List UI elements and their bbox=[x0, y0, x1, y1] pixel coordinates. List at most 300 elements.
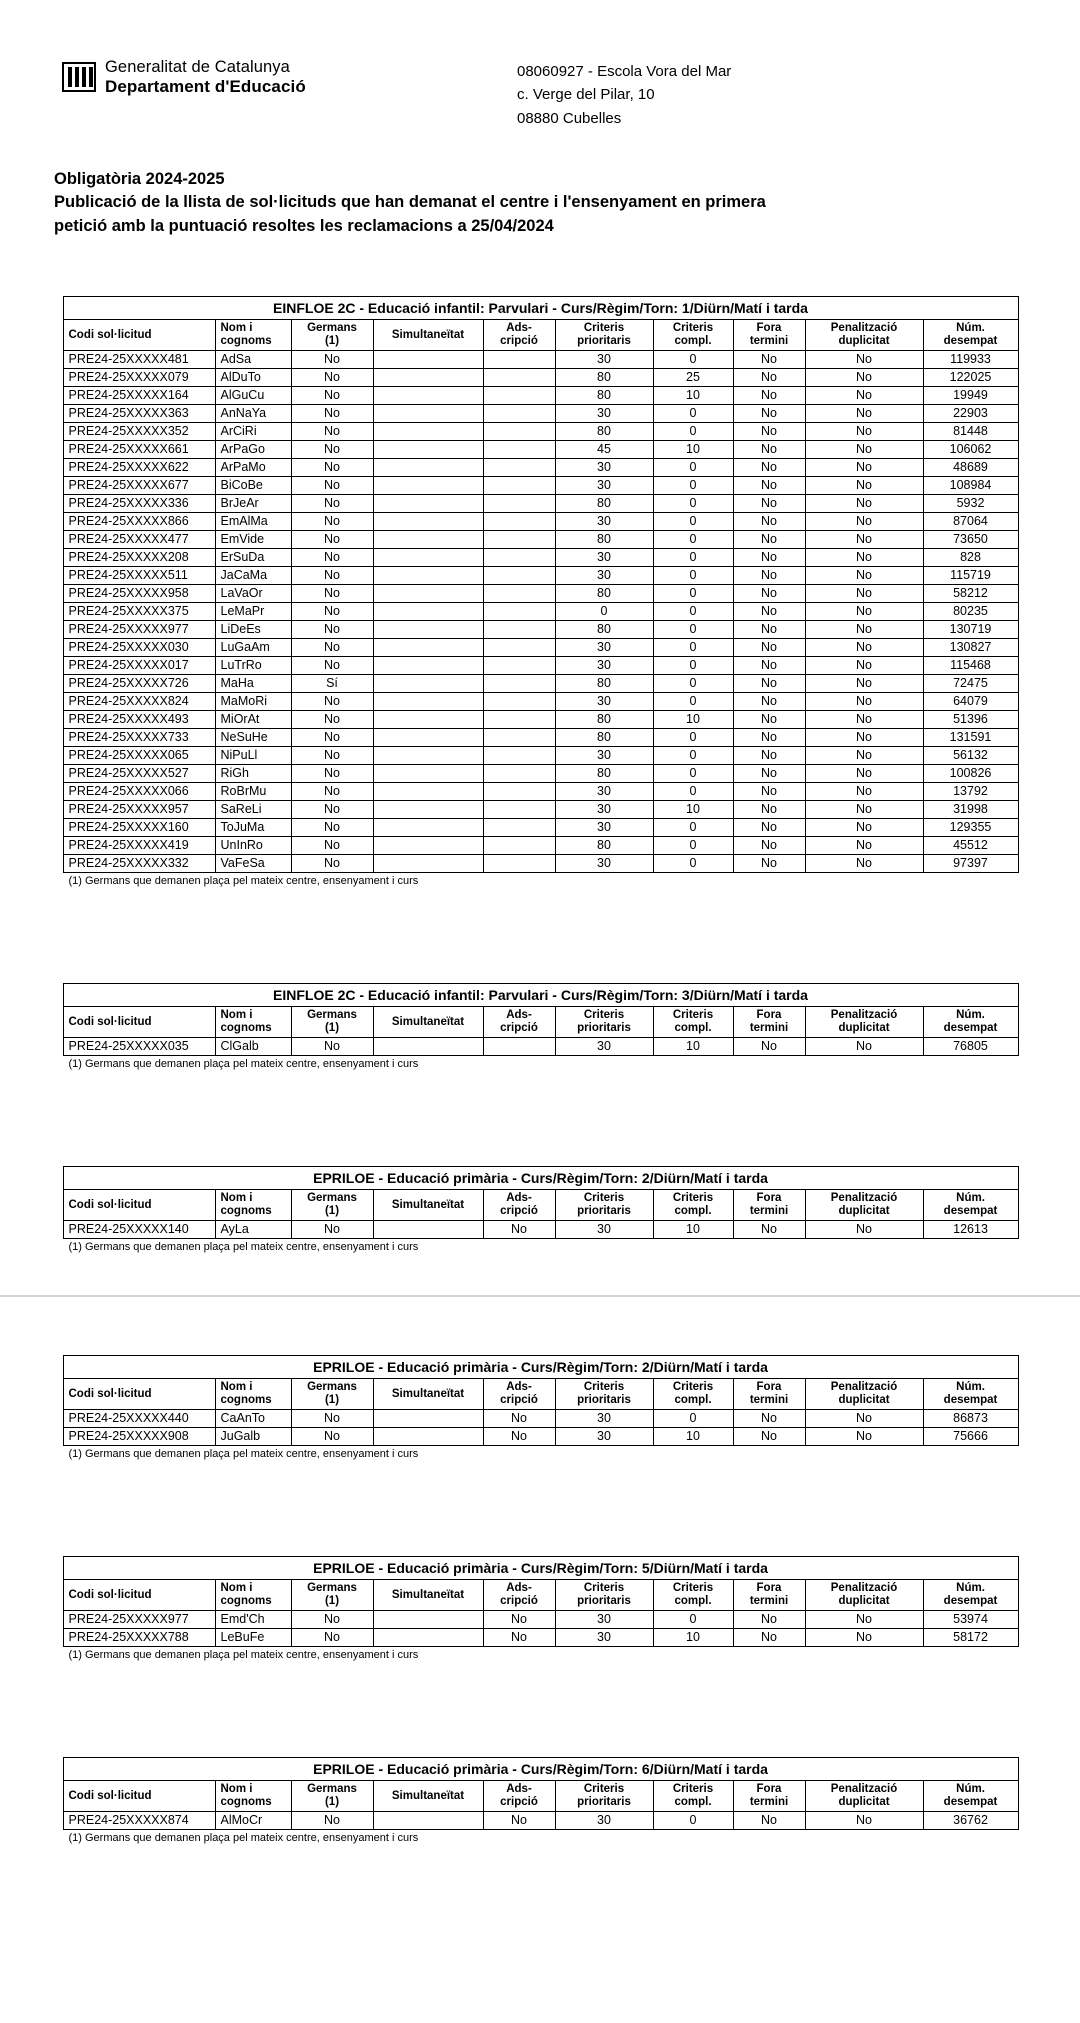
table-cell: PRE24-25XXXXX908 bbox=[63, 1428, 215, 1446]
table-cell: No bbox=[805, 585, 923, 603]
table-cell bbox=[373, 1428, 483, 1446]
table-cell: 0 bbox=[653, 459, 733, 477]
table-cell: No bbox=[733, 405, 805, 423]
column-header-line: compl. bbox=[674, 1022, 712, 1035]
table-cell: No bbox=[805, 495, 923, 513]
table-cell: No bbox=[733, 729, 805, 747]
table-cell: PRE24-25XXXXX332 bbox=[63, 855, 215, 873]
column-header bbox=[805, 1379, 923, 1410]
org-name-line2: Departament d'Educació bbox=[105, 76, 306, 96]
table-cell: No bbox=[291, 801, 373, 819]
column-header bbox=[653, 1580, 733, 1611]
center-code-name: 08060927 - Escola Vora del Mar bbox=[517, 63, 732, 80]
table-cell: 0 bbox=[653, 531, 733, 549]
column-header bbox=[653, 1781, 733, 1812]
column-header-line: compl. bbox=[674, 1394, 712, 1407]
column-header bbox=[63, 1781, 215, 1812]
table-caption-row bbox=[63, 984, 1018, 1007]
table-cell: 30 bbox=[555, 405, 653, 423]
table-row bbox=[63, 765, 1018, 783]
table-row bbox=[63, 531, 1018, 549]
table-cell: 25 bbox=[653, 369, 733, 387]
table-cell: No bbox=[291, 1428, 373, 1446]
table-cell: 10 bbox=[653, 1629, 733, 1647]
table-cell: 0 bbox=[653, 621, 733, 639]
table-cell: No bbox=[733, 801, 805, 819]
table-cell: No bbox=[291, 783, 373, 801]
table-cell: 80 bbox=[555, 369, 653, 387]
column-header-line: Criteris bbox=[672, 1009, 714, 1022]
table-cell bbox=[373, 783, 483, 801]
table-cell: No bbox=[291, 423, 373, 441]
table-cell: PRE24-25XXXXX511 bbox=[63, 567, 215, 585]
column-header-line: duplicitat bbox=[838, 1022, 890, 1035]
column-header-line: Nom i bbox=[220, 322, 253, 335]
column-header-line: desempat bbox=[943, 1394, 998, 1407]
table-cell: No bbox=[733, 387, 805, 405]
table-cell bbox=[373, 387, 483, 405]
column-header-line: cognoms bbox=[220, 1022, 272, 1035]
table-cell bbox=[373, 1629, 483, 1647]
column-header-line: duplicitat bbox=[838, 1796, 890, 1809]
table-cell: PRE24-25XXXXX419 bbox=[63, 837, 215, 855]
table-cell: 80235 bbox=[923, 603, 1018, 621]
column-header-line: Núm. bbox=[956, 1381, 985, 1394]
table-cell: No bbox=[805, 567, 923, 585]
column-header-line: Germans bbox=[307, 1783, 357, 1796]
generalitat-shield-icon bbox=[62, 62, 96, 92]
column-header bbox=[215, 1580, 291, 1611]
table-cell: Emd'Ch bbox=[215, 1611, 291, 1629]
column-header-line: Fora bbox=[756, 1009, 782, 1022]
table-cell: 30 bbox=[555, 693, 653, 711]
table-cell: 10 bbox=[653, 1221, 733, 1239]
column-header bbox=[653, 1007, 733, 1038]
table-cell: 131591 bbox=[923, 729, 1018, 747]
table-row bbox=[63, 801, 1018, 819]
column-header-line: Criteris bbox=[672, 1192, 714, 1205]
column-header-line: (1) bbox=[324, 335, 340, 348]
table-cell bbox=[373, 621, 483, 639]
table-cell: 36762 bbox=[923, 1812, 1018, 1830]
table-cell: 10 bbox=[653, 441, 733, 459]
table-cell bbox=[373, 675, 483, 693]
column-header-line: Criteris bbox=[672, 1582, 714, 1595]
column-header-line: desempat bbox=[943, 1796, 998, 1809]
table-cell: 30 bbox=[555, 477, 653, 495]
table-header-row bbox=[63, 1781, 1018, 1812]
table-cell: CaAnTo bbox=[215, 1410, 291, 1428]
table-cell: 0 bbox=[653, 495, 733, 513]
table-cell: 30 bbox=[555, 1428, 653, 1446]
column-header bbox=[923, 1580, 1018, 1611]
column-header-line: cripció bbox=[500, 1205, 538, 1218]
table-cell: No bbox=[733, 603, 805, 621]
table-cell: AnNaYa bbox=[215, 405, 291, 423]
column-header-line: termini bbox=[749, 1205, 789, 1218]
column-header bbox=[555, 1190, 653, 1221]
table-cell bbox=[483, 765, 555, 783]
table-cell: No bbox=[805, 675, 923, 693]
column-header bbox=[63, 1190, 215, 1221]
block-spacer bbox=[0, 887, 1080, 983]
table-cell: No bbox=[805, 549, 923, 567]
column-header-line: cognoms bbox=[220, 1205, 272, 1218]
block-spacer bbox=[0, 1460, 1080, 1556]
table-row bbox=[63, 1611, 1018, 1629]
table-cell: 30 bbox=[555, 549, 653, 567]
table-caption-row bbox=[63, 1557, 1018, 1580]
column-header-line: Penalització bbox=[830, 1009, 898, 1022]
table-caption-row bbox=[63, 1356, 1018, 1379]
table-caption: EPRILOE - Educació primària - Curs/Règim/Torn: 2/Diürn/Matí i tarda bbox=[63, 1356, 1018, 1379]
table-cell: 108984 bbox=[923, 477, 1018, 495]
table-cell: No bbox=[805, 711, 923, 729]
table-cell: No bbox=[733, 621, 805, 639]
column-header bbox=[373, 1580, 483, 1611]
table-cell: No bbox=[291, 1410, 373, 1428]
column-header-line: Ads- bbox=[506, 1783, 532, 1796]
table-cell: No bbox=[483, 1629, 555, 1647]
column-header-line: Nom i bbox=[220, 1009, 253, 1022]
column-header-line: cognoms bbox=[220, 1796, 272, 1809]
table-cell: No bbox=[805, 639, 923, 657]
table-cell: 0 bbox=[653, 513, 733, 531]
table-cell: 130827 bbox=[923, 639, 1018, 657]
table-row bbox=[63, 657, 1018, 675]
applications-table bbox=[63, 1556, 1019, 1647]
document-header bbox=[0, 0, 1080, 130]
column-header-line: Núm. bbox=[956, 1582, 985, 1595]
table-footnote: (1) Germans que demanen plaça pel mateix centre, ensenyament i curs bbox=[68, 1448, 419, 1461]
column-header-line: Núm. bbox=[956, 1783, 985, 1796]
table-cell: PRE24-25XXXXX788 bbox=[63, 1629, 215, 1647]
table-row bbox=[63, 405, 1018, 423]
table-cell: No bbox=[733, 747, 805, 765]
table-cell: LeBuFe bbox=[215, 1629, 291, 1647]
column-header-line: prioritaris bbox=[577, 335, 631, 348]
column-header-line: cognoms bbox=[220, 335, 272, 348]
table-cell: 0 bbox=[653, 747, 733, 765]
table-cell: No bbox=[733, 711, 805, 729]
table-cell: No bbox=[805, 423, 923, 441]
column-header bbox=[483, 1580, 555, 1611]
table-cell: No bbox=[483, 1221, 555, 1239]
column-header-line: Codi sol·licitud bbox=[68, 1387, 152, 1400]
column-header-line: Criteris bbox=[583, 1381, 625, 1394]
column-header-line: Criteris bbox=[583, 1783, 625, 1796]
column-header-line: desempat bbox=[943, 1595, 998, 1608]
column-header bbox=[923, 1007, 1018, 1038]
table-cell: 30 bbox=[555, 1038, 653, 1056]
column-header-line: duplicitat bbox=[838, 1205, 890, 1218]
table-row bbox=[63, 1629, 1018, 1647]
table-cell: No bbox=[291, 621, 373, 639]
table-cell: PRE24-25XXXXX726 bbox=[63, 675, 215, 693]
table-cell: No bbox=[805, 819, 923, 837]
table-cell: ErSuDa bbox=[215, 549, 291, 567]
table-cell bbox=[373, 513, 483, 531]
table-cell: No bbox=[291, 405, 373, 423]
column-header bbox=[291, 1379, 373, 1410]
column-header bbox=[555, 1007, 653, 1038]
column-header-line: compl. bbox=[674, 1205, 712, 1218]
column-header bbox=[373, 320, 483, 351]
table-cell bbox=[373, 369, 483, 387]
table-row bbox=[63, 441, 1018, 459]
table-row bbox=[63, 1410, 1018, 1428]
table-row bbox=[63, 1428, 1018, 1446]
table-cell bbox=[483, 405, 555, 423]
table-row bbox=[63, 639, 1018, 657]
table-cell bbox=[483, 855, 555, 873]
table-cell: LuGaAm bbox=[215, 639, 291, 657]
table-cell: No bbox=[805, 657, 923, 675]
table-cell: AlGuCu bbox=[215, 387, 291, 405]
table-cell bbox=[373, 765, 483, 783]
column-header-line: cripció bbox=[500, 1394, 538, 1407]
table-cell: 10 bbox=[653, 801, 733, 819]
table-cell bbox=[373, 549, 483, 567]
column-header-line: compl. bbox=[674, 1796, 712, 1809]
table-cell: No bbox=[805, 387, 923, 405]
column-header-line: (1) bbox=[324, 1595, 340, 1608]
column-header-line: prioritaris bbox=[577, 1595, 631, 1608]
table-cell: 80 bbox=[555, 495, 653, 513]
table-cell: No bbox=[733, 765, 805, 783]
table-row bbox=[63, 855, 1018, 873]
table-cell: No bbox=[291, 495, 373, 513]
column-header bbox=[373, 1379, 483, 1410]
table-cell: 80 bbox=[555, 531, 653, 549]
column-header-line: Criteris bbox=[672, 1783, 714, 1796]
column-header-line: Criteris bbox=[672, 322, 714, 335]
table-header-row bbox=[63, 1190, 1018, 1221]
table-block bbox=[63, 1556, 1018, 1661]
table-cell: No bbox=[733, 639, 805, 657]
table-cell: PRE24-25XXXXX958 bbox=[63, 585, 215, 603]
column-header-line: desempat bbox=[943, 1022, 998, 1035]
column-header-line: Fora bbox=[756, 1783, 782, 1796]
column-header bbox=[63, 1379, 215, 1410]
table-cell: PRE24-25XXXXX066 bbox=[63, 783, 215, 801]
column-header bbox=[653, 1379, 733, 1410]
table-cell: PRE24-25XXXXX733 bbox=[63, 729, 215, 747]
column-header-line: prioritaris bbox=[577, 1022, 631, 1035]
org-name-line1: Generalitat de Catalunya bbox=[105, 58, 290, 76]
table-cell bbox=[483, 459, 555, 477]
table-cell: No bbox=[805, 1410, 923, 1428]
table-cell: No bbox=[805, 783, 923, 801]
table-cell: No bbox=[805, 459, 923, 477]
table-cell: 80 bbox=[555, 585, 653, 603]
table-cell: 30 bbox=[555, 351, 653, 369]
table-header-row bbox=[63, 320, 1018, 351]
column-header-line: Simultaneïtat bbox=[391, 1198, 465, 1211]
table-cell: No bbox=[805, 477, 923, 495]
table-cell bbox=[483, 585, 555, 603]
table-cell: No bbox=[733, 837, 805, 855]
column-header bbox=[733, 1781, 805, 1812]
column-header bbox=[373, 1781, 483, 1812]
table-cell bbox=[483, 675, 555, 693]
block-spacer bbox=[0, 1297, 1080, 1355]
table-cell: No bbox=[291, 855, 373, 873]
table-cell: 80 bbox=[555, 387, 653, 405]
table-cell: No bbox=[291, 585, 373, 603]
table-cell: 10 bbox=[653, 711, 733, 729]
table-cell: EmVide bbox=[215, 531, 291, 549]
column-header-line: Ads- bbox=[506, 1582, 532, 1595]
table-cell: No bbox=[805, 747, 923, 765]
table-cell: 0 bbox=[653, 855, 733, 873]
column-header-line: duplicitat bbox=[838, 1394, 890, 1407]
column-header-line: Criteris bbox=[672, 1381, 714, 1394]
table-cell: 0 bbox=[653, 1410, 733, 1428]
column-header-line: Penalització bbox=[830, 322, 898, 335]
table-footnote: (1) Germans que demanen plaça pel mateix centre, ensenyament i curs bbox=[68, 1832, 419, 1845]
table-cell: 10 bbox=[653, 1428, 733, 1446]
column-header bbox=[653, 1190, 733, 1221]
column-header bbox=[923, 320, 1018, 351]
table-cell: No bbox=[291, 693, 373, 711]
column-header bbox=[555, 320, 653, 351]
table-cell: No bbox=[291, 1812, 373, 1830]
table-cell bbox=[373, 495, 483, 513]
column-header-line: Fora bbox=[756, 1192, 782, 1205]
column-header-line: cognoms bbox=[220, 1394, 272, 1407]
table-cell: 0 bbox=[653, 567, 733, 585]
column-header-line: cripció bbox=[500, 1796, 538, 1809]
table-cell: 76805 bbox=[923, 1038, 1018, 1056]
table-cell: No bbox=[733, 819, 805, 837]
column-header bbox=[555, 1781, 653, 1812]
table-cell: 30 bbox=[555, 855, 653, 873]
table-cell: No bbox=[733, 585, 805, 603]
table-cell: 30 bbox=[555, 1611, 653, 1629]
table-cell bbox=[373, 1221, 483, 1239]
table-cell bbox=[483, 369, 555, 387]
column-header-line: desempat bbox=[943, 335, 998, 348]
table-cell: UnInRo bbox=[215, 837, 291, 855]
table-row bbox=[63, 1221, 1018, 1239]
column-header-line: Simultaneïtat bbox=[391, 1015, 465, 1028]
table-cell: PRE24-25XXXXX208 bbox=[63, 549, 215, 567]
table-cell: 30 bbox=[555, 639, 653, 657]
column-header-line: termini bbox=[749, 1796, 789, 1809]
column-header-line: compl. bbox=[674, 335, 712, 348]
table-cell bbox=[483, 531, 555, 549]
table-cell bbox=[373, 801, 483, 819]
table-cell: 12613 bbox=[923, 1221, 1018, 1239]
column-header-line: compl. bbox=[674, 1595, 712, 1608]
column-header-line: Simultaneïtat bbox=[391, 1789, 465, 1802]
table-cell: 86873 bbox=[923, 1410, 1018, 1428]
table-cell: 45 bbox=[555, 441, 653, 459]
column-header-line: Codi sol·licitud bbox=[68, 1789, 152, 1802]
table-cell: No bbox=[291, 1221, 373, 1239]
table-cell: 58212 bbox=[923, 585, 1018, 603]
column-header bbox=[215, 1379, 291, 1410]
table-cell bbox=[483, 837, 555, 855]
table-cell: 30 bbox=[555, 747, 653, 765]
column-header bbox=[733, 1190, 805, 1221]
table-cell: PRE24-25XXXXX160 bbox=[63, 819, 215, 837]
column-header bbox=[805, 1190, 923, 1221]
table-footnote: (1) Germans que demanen plaça pel mateix centre, ensenyament i curs bbox=[68, 875, 419, 888]
table-caption: EINFLOE 2C - Educació infantil: Parvulari - Curs/Règim/Torn: 1/Diürn/Matí i tarda bbox=[63, 297, 1018, 320]
table-cell: 30 bbox=[555, 819, 653, 837]
table-cell: No bbox=[733, 693, 805, 711]
column-header-line: Núm. bbox=[956, 322, 985, 335]
column-header bbox=[483, 320, 555, 351]
table-cell: No bbox=[733, 567, 805, 585]
table-cell: No bbox=[733, 531, 805, 549]
title-line-2: Publicació de la llista de sol·licituds que han demanat el centre i l'ensenyament en primera bbox=[54, 193, 766, 212]
table-cell bbox=[483, 711, 555, 729]
table-cell: 0 bbox=[653, 819, 733, 837]
table-cell: PRE24-25XXXXX440 bbox=[63, 1410, 215, 1428]
column-header bbox=[63, 1580, 215, 1611]
table-cell: No bbox=[733, 1221, 805, 1239]
table-cell: No bbox=[733, 513, 805, 531]
table-cell: No bbox=[733, 1410, 805, 1428]
table-cell: No bbox=[291, 549, 373, 567]
table-cell: No bbox=[291, 603, 373, 621]
table-cell: 828 bbox=[923, 549, 1018, 567]
table-header-row bbox=[63, 1580, 1018, 1611]
table-cell bbox=[483, 1038, 555, 1056]
table-cell: PRE24-25XXXXX336 bbox=[63, 495, 215, 513]
column-header-line: Criteris bbox=[583, 1192, 625, 1205]
table-block bbox=[63, 1355, 1018, 1460]
table-cell: 58172 bbox=[923, 1629, 1018, 1647]
table-cell: PRE24-25XXXXX030 bbox=[63, 639, 215, 657]
column-header bbox=[733, 1379, 805, 1410]
page-break-divider bbox=[0, 1253, 1080, 1295]
table-cell: No bbox=[733, 477, 805, 495]
table-cell bbox=[483, 783, 555, 801]
table-cell: 45512 bbox=[923, 837, 1018, 855]
column-header-line: Germans bbox=[307, 1381, 357, 1394]
table-cell: No bbox=[291, 477, 373, 495]
table-cell: ArPaGo bbox=[215, 441, 291, 459]
table-cell bbox=[373, 855, 483, 873]
table-cell bbox=[483, 747, 555, 765]
table-cell bbox=[373, 711, 483, 729]
table-footnote: (1) Germans que demanen plaça pel mateix centre, ensenyament i curs bbox=[68, 1649, 419, 1662]
column-header-line: desempat bbox=[943, 1205, 998, 1218]
table-cell: No bbox=[805, 1428, 923, 1446]
column-header-line: Ads- bbox=[506, 1381, 532, 1394]
table-cell: MaMoRi bbox=[215, 693, 291, 711]
column-header bbox=[373, 1007, 483, 1038]
table-cell: PRE24-25XXXXX035 bbox=[63, 1038, 215, 1056]
title-line-1: Obligatòria 2024-2025 bbox=[54, 169, 225, 188]
table-cell bbox=[373, 459, 483, 477]
table-row bbox=[63, 423, 1018, 441]
table-cell: 100826 bbox=[923, 765, 1018, 783]
table-cell bbox=[483, 387, 555, 405]
table-cell: No bbox=[733, 657, 805, 675]
table-cell: No bbox=[291, 1038, 373, 1056]
table-cell: 129355 bbox=[923, 819, 1018, 837]
table-cell: No bbox=[733, 459, 805, 477]
column-header bbox=[215, 1007, 291, 1038]
applications-table bbox=[63, 1166, 1019, 1239]
table-cell: No bbox=[805, 801, 923, 819]
column-header-line: Simultaneïtat bbox=[391, 1387, 465, 1400]
